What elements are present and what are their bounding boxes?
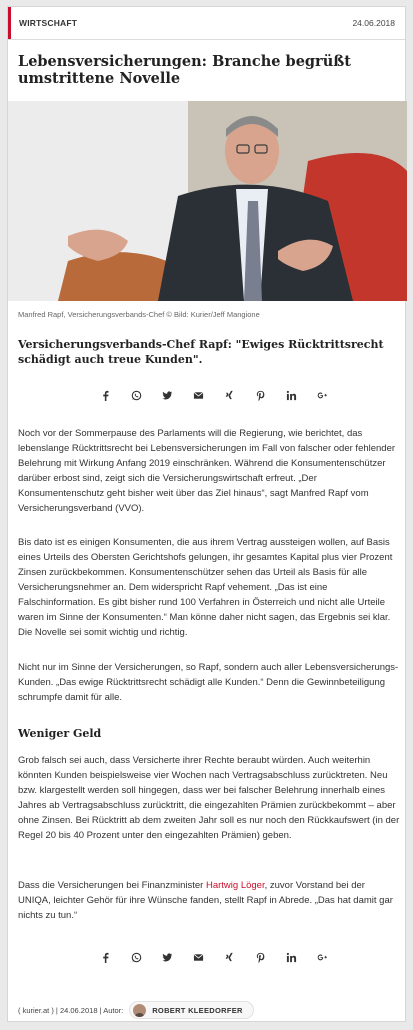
section-accent-bar <box>8 7 11 39</box>
portrait-illustration <box>8 101 407 301</box>
linkedin-icon[interactable] <box>276 387 307 403</box>
xing-icon[interactable] <box>214 387 245 403</box>
article-header-bar <box>8 7 405 40</box>
share-bar-top <box>90 387 338 403</box>
section-subheading: Weniger Geld <box>18 727 102 740</box>
article-card <box>7 6 406 1022</box>
article-photo <box>8 101 407 301</box>
twitter-icon[interactable] <box>152 387 183 403</box>
share-bar-bottom <box>90 949 338 965</box>
author-pill[interactable] <box>129 1001 254 1019</box>
paragraph-5 <box>18 878 400 923</box>
article-footer <box>18 999 254 1021</box>
googleplus-icon[interactable] <box>307 387 338 403</box>
paragraph-1: Noch vor der Sommerpause des Parlaments will die Regierung, wie berichtet, das lebenslange Rücktrittsrecht bei Lebensversicherungen im Fall von falscher oder fehlender Belehrung mit Wirkung Anfang 2019 einschränken. Während die Konsumentenschützer darüber erbost sind, zeigt sich die Versicherungswirtschaft erfreut. „Der Konsumentenschutz geht bisher weit über das Ziel hinaus“, sagt Manfred Rapf vom Versicherungsverband (VVO). <box>18 428 396 514</box>
section-label[interactable]: WIRTSCHAFT <box>19 18 78 28</box>
footer-source: ( kurier.at ) | 24.06.2018 | Autor: <box>18 1005 124 1015</box>
paragraph-2: Bis dato ist es einigen Konsumenten, die aus ihrem Vertrag aussteigen wollen, auf Basis eines Urteils des Obersten Gerichtshofs gelungen, ihr gesamtes Kapital plus vier Prozent Zinsen zurückbekommen. Konsumentenschützer sehen das Urteil als Basis für alle Versicherungsnehmer an. Dem widerspricht Rapf vehement. „Das ist eine Falschinformation. Es gibt bisher rund 100 Verfahren in Österreich und nicht alle Urteile waren im Sinne der Konsumenten.“ Man könne daher nicht sagen, das Ergebnis sei klar. Die Novelle sei somit wichtig und richtig. <box>18 537 393 638</box>
googleplus-icon[interactable] <box>307 949 338 965</box>
paragraph-4: Grob falsch sei auch, dass Versicherte ihrer Rechte beraubt würden. Auch weiterhin könnten Kunden beispielsweise vier Wochen nach Vertragsabschluss zurücktreten. Neu bzw. klargestellt werden soll hingegen, dass wer bei falscher Belehrung innerhalb eines Jahres ab Vertragsabschluss zurücktritt, die eingezahlten Prämien zurückbekommt – aber ohne Zinsen. Bei Rücktritt ab dem zweiten Jahr soll es nur noch den Rückkaufswert (in der Regel 20 bis 40 Prozent unter den eingezahlten Prämien) geben. <box>18 755 400 841</box>
author-avatar <box>133 1004 146 1017</box>
email-icon[interactable] <box>183 387 214 403</box>
article-headline: Lebensversicherungen: Branche begrüßt umstrittene Novelle <box>18 53 351 87</box>
whatsapp-icon[interactable] <box>121 949 152 965</box>
paragraph-5-text-b: , zuvor Vorstand bei der UNIQA, leichter Gehör für ihre Wünsche fanden, stellt Rapf in Abrede. „Das hat damit gar nichts zu tun.“ <box>18 880 393 921</box>
pinterest-icon[interactable] <box>245 387 276 403</box>
facebook-icon[interactable] <box>90 387 121 403</box>
link-hartwig-loeger[interactable]: Hartwig Löger <box>205 880 265 891</box>
paragraph-3: Nicht nur im Sinne der Versicherungen, so Rapf, sondern auch aller Lebensversicherungs-Kunden. „Das ewige Rücktrittsrecht schädigt alle Kunden.“ Denn die Gewinnbeteiligung schrumpfe damit für alle. <box>18 662 399 703</box>
linkedin-icon[interactable] <box>276 949 307 965</box>
xing-icon[interactable] <box>214 949 245 965</box>
article-lead: Versicherungsverbands-Chef Rapf: "Ewiges Rücktrittsrecht schädigt auch treue Kunden". <box>18 338 384 366</box>
whatsapp-icon[interactable] <box>121 387 152 403</box>
email-icon[interactable] <box>183 949 214 965</box>
facebook-icon[interactable] <box>90 949 121 965</box>
photo-caption: Manfred Rapf, Versicherungsverbands-Chef © Bild: Kurier/Jeff Mangione <box>18 310 260 319</box>
pinterest-icon[interactable] <box>245 949 276 965</box>
paragraph-5-text-a: Dass die Versicherungen bei Finanzminister <box>18 880 206 891</box>
author-name: ROBERT KLEEDORFER <box>152 1005 243 1015</box>
twitter-icon[interactable] <box>152 949 183 965</box>
publish-date: 24.06.2018 <box>352 18 395 28</box>
